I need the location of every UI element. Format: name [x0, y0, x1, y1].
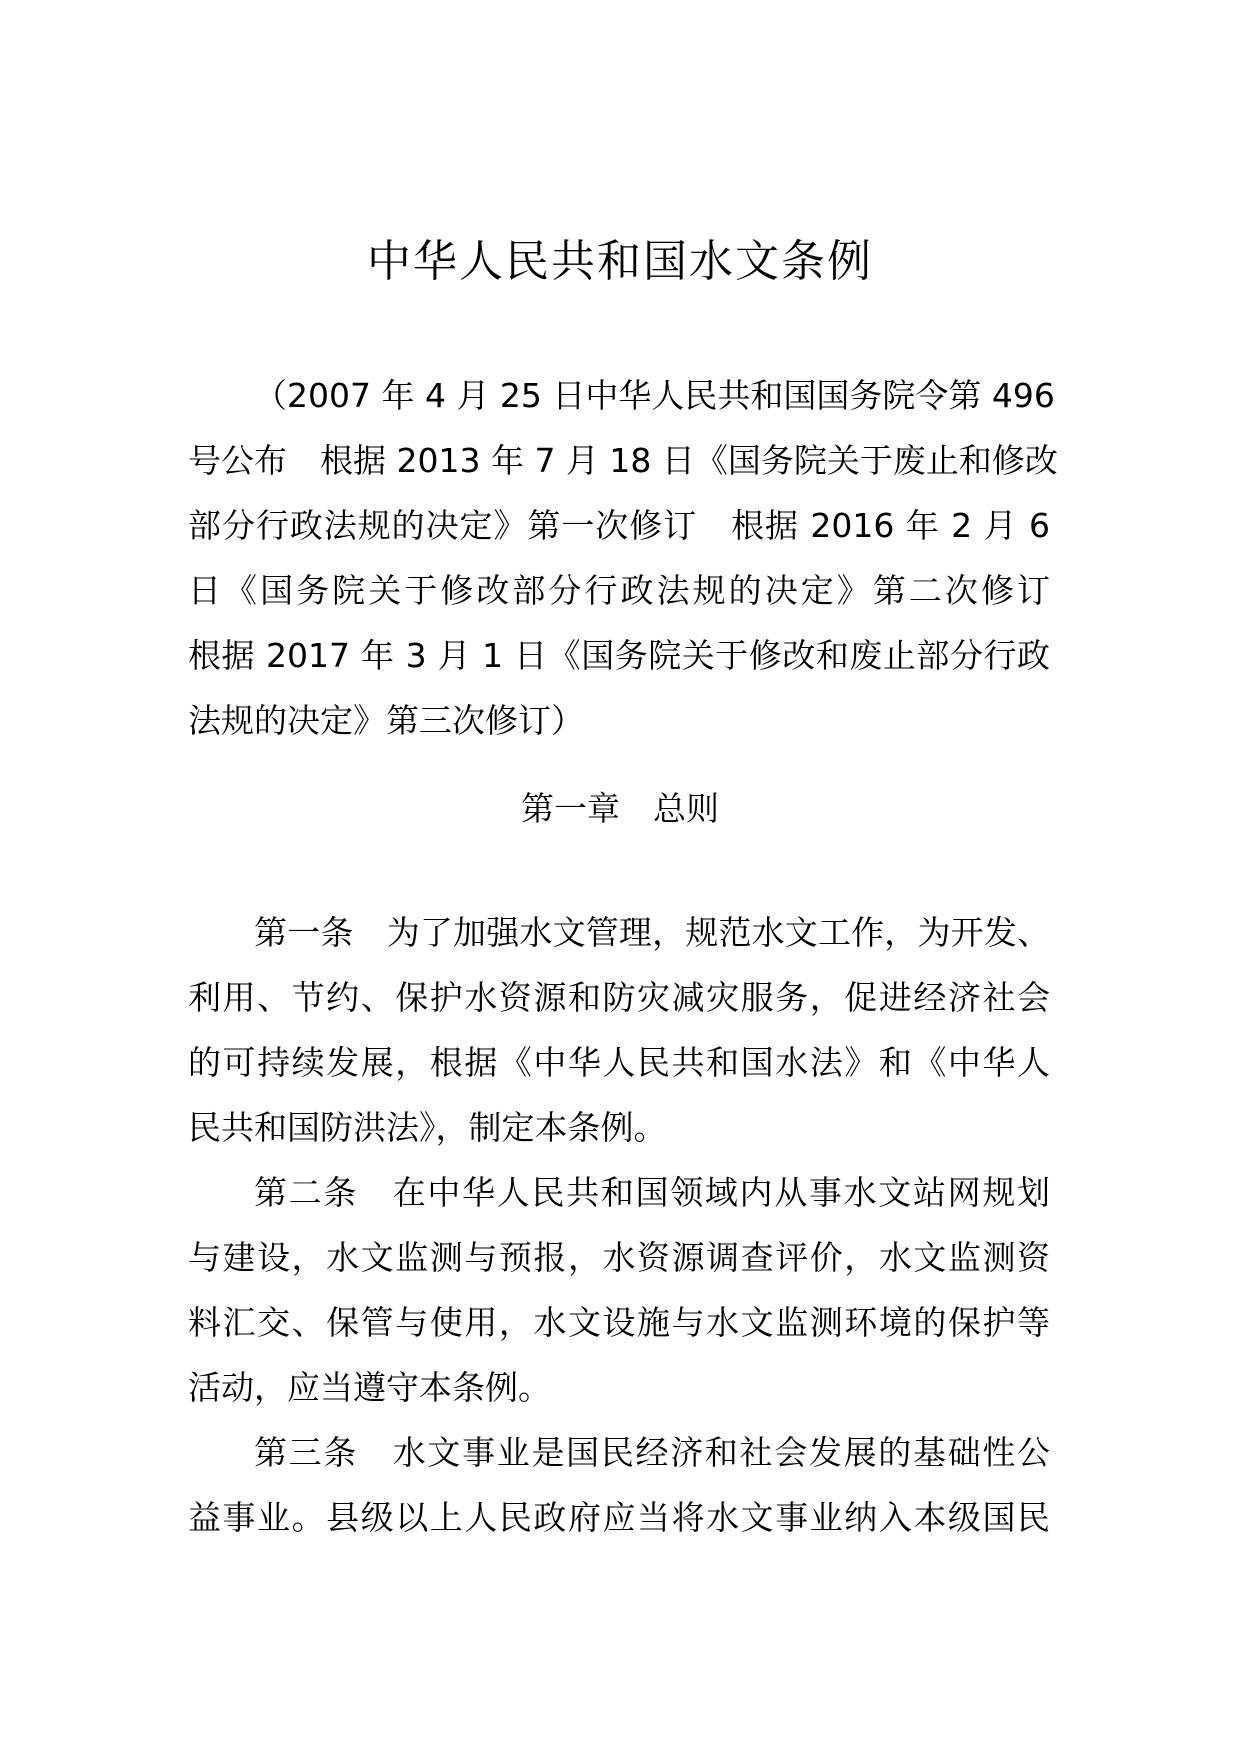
promulgation-line: 号公布 根据 2013 年 7 月 18 日《国务院关于废止和修改	[188, 441, 1058, 480]
article-number: 第三条	[254, 1433, 393, 1472]
article-first-line	[188, 1160, 1050, 1225]
promulgation-line: （2007 年 4 月 25 日中华人民共和国国务院令第 496	[254, 376, 1055, 415]
article-line: 利用、节约、保护水资源和防灾减灾服务，促进经济社会	[188, 978, 1050, 1017]
articles-section	[188, 900, 1050, 1550]
promulgation-line: 日《国务院关于修改部分行政法规的决定》第二次修订	[188, 571, 1050, 610]
article-line: 的可持续发展，根据《中华人民共和国水法》和《中华人	[188, 1043, 1050, 1082]
promulgation-note	[188, 363, 1058, 753]
article-number: 第一条	[254, 913, 387, 952]
article-line: 民共和国防洪法》，制定本条例。	[188, 1108, 667, 1147]
document-title: 中华人民共和国水文条例	[367, 236, 873, 287]
promulgation-line: 部分行政法规的决定》第一次修订 根据 2016 年 2 月 6	[188, 506, 1050, 545]
article-number: 第二条	[254, 1173, 393, 1212]
article-line: 料汇交、保管与使用，水文设施与水文监测环境的保护等	[188, 1303, 1050, 1342]
promulgation-line: 法规的决定》第三次修订）	[188, 701, 584, 740]
article-line: 活动，应当遵守本条例。	[188, 1368, 551, 1407]
chapter-heading: 第一章 总则	[521, 789, 719, 828]
article-first-line	[188, 1420, 1050, 1485]
article-text: 为了加强水文管理，规范水文工作，为开发、	[386, 913, 1051, 952]
article-line: 与建设，水文监测与预报，水资源调查评价，水文监测资	[188, 1238, 1050, 1277]
promulgation-line: 根据 2017 年 3 月 1 日《国务院关于修改和废止部分行政	[188, 636, 1050, 675]
article-line: 益事业。县级以上人民政府应当将水文事业纳入本级国民	[188, 1498, 1050, 1537]
article-text: 水文事业是国民经济和社会发展的基础性公	[392, 1433, 1051, 1472]
article-first-line	[188, 900, 1050, 965]
article-text: 在中华人民共和国领域内从事水文站网规划	[392, 1173, 1051, 1212]
